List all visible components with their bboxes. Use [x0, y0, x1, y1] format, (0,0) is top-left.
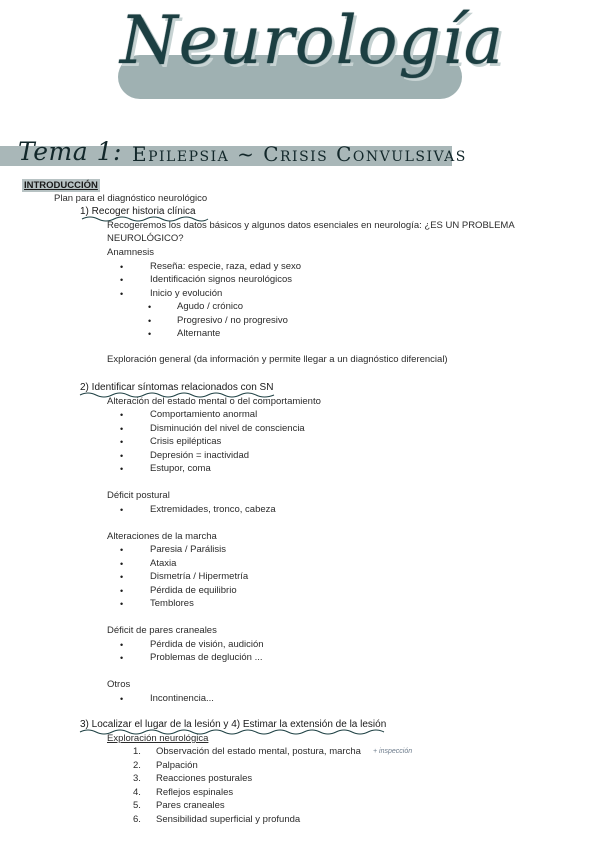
bullet: •	[120, 424, 124, 434]
numbered-item: Palpación	[156, 760, 198, 771]
bullet: •	[120, 464, 124, 474]
intro-heading: INTRODUCCIÓN	[24, 180, 98, 191]
plan-text: Plan para el diagnóstico neurológico	[54, 193, 208, 204]
bullet: •	[120, 545, 124, 555]
list-item: Paresia / Parálisis	[150, 544, 227, 555]
s1-text-1: Recogeremos los datos básicos y algunos datos esenciales en neurología: ¿ES UN PROBLEMA	[107, 220, 515, 231]
handwritten-note: + inspección	[373, 748, 413, 755]
list-item: Reseña: especie, raza, edad y sexo	[150, 261, 302, 272]
list-item: Disminución del nivel de consciencia	[150, 423, 305, 434]
list-item: Incontinencia...	[150, 693, 214, 704]
bullet: •	[120, 505, 124, 515]
anamnesis-label: Anamnesis	[107, 247, 154, 258]
section-2-heading: 2) Identificar síntomas relacionados con SN	[80, 382, 274, 393]
item-number: 6.	[133, 814, 141, 825]
bullet: •	[148, 316, 152, 326]
exploracion-general: Exploración general (da información y permite llegar a un diagnóstico diferencial)	[107, 354, 448, 365]
otros-title: Otros	[107, 679, 131, 690]
list-item: Extremidades, tronco, cabeza	[150, 504, 276, 515]
list-item: Comportamiento anormal	[150, 409, 258, 420]
item-number: 1.	[133, 746, 141, 757]
list-item: Dismetría / Hipermetría	[150, 571, 249, 582]
list-item: Ataxia	[150, 558, 177, 569]
list-item: Temblores	[150, 598, 194, 609]
title-area	[0, 0, 600, 140]
list-item: Estupor, coma	[150, 463, 211, 474]
page-title: Neurología	[120, 2, 505, 79]
numbered-item: Sensibilidad superficial y profunda	[156, 814, 301, 825]
bullet: •	[120, 640, 124, 650]
bullet: •	[120, 559, 124, 569]
numbered-item: Observación del estado mental, postura, marcha	[156, 746, 361, 757]
bullet: •	[120, 694, 124, 704]
bullet: •	[120, 262, 124, 272]
bullet: •	[148, 302, 152, 312]
list-item: Pérdida de visión, audición	[150, 639, 264, 650]
section-1-heading: 1) Recoger historia clínica	[80, 206, 196, 217]
bullet: •	[120, 437, 124, 447]
list-item: Identificación signos neurológicos	[150, 274, 293, 285]
list-item: Inicio y evolución	[150, 288, 223, 299]
numbered-item: Reacciones posturales	[156, 773, 253, 784]
numbered-item: Pares craneales	[156, 800, 225, 811]
bullet: •	[120, 599, 124, 609]
bullet: •	[120, 572, 124, 582]
sub-list-item: Alternante	[177, 328, 221, 339]
section-3-heading: 3) Localizar el lugar de la lesión y 4) Estimar la extensión de la lesión	[80, 719, 387, 730]
bullet: •	[120, 586, 124, 596]
item-number: 3.	[133, 773, 141, 784]
bullet: •	[120, 653, 124, 663]
bullet: •	[120, 410, 124, 420]
bullet: •	[120, 451, 124, 461]
bullet: •	[148, 329, 152, 339]
bullet: •	[120, 275, 124, 285]
item-number: 4.	[133, 787, 141, 798]
exploracion-neurologica-title: Exploración neurológica	[107, 733, 209, 744]
list-item: Problemas de deglución ...	[150, 652, 263, 663]
list-item: Pérdida de equilibrio	[150, 585, 237, 596]
pares-title: Déficit de pares craneales	[107, 625, 217, 636]
tema-subject: Epilepsia ~ Crisis Convulsivas	[132, 142, 467, 166]
mental-title: Alteración del estado mental o del comportamiento	[107, 396, 321, 407]
s1-text-2: NEUROLÓGICO?	[107, 233, 184, 244]
sub-list-item: Agudo / crónico	[177, 301, 244, 312]
sub-list-item: Progresivo / no progresivo	[177, 315, 288, 326]
numbered-item: Reflejos espinales	[156, 787, 234, 798]
postural-title: Déficit postural	[107, 490, 170, 501]
bullet: •	[120, 289, 124, 299]
tema-prefix: Tema 1:	[18, 137, 122, 166]
item-number: 5.	[133, 800, 141, 811]
list-item: Depresión = inactividad	[150, 450, 250, 461]
item-number: 2.	[133, 760, 141, 771]
list-item: Crisis epilépticas	[150, 436, 222, 447]
marcha-title: Alteraciones de la marcha	[107, 531, 217, 542]
